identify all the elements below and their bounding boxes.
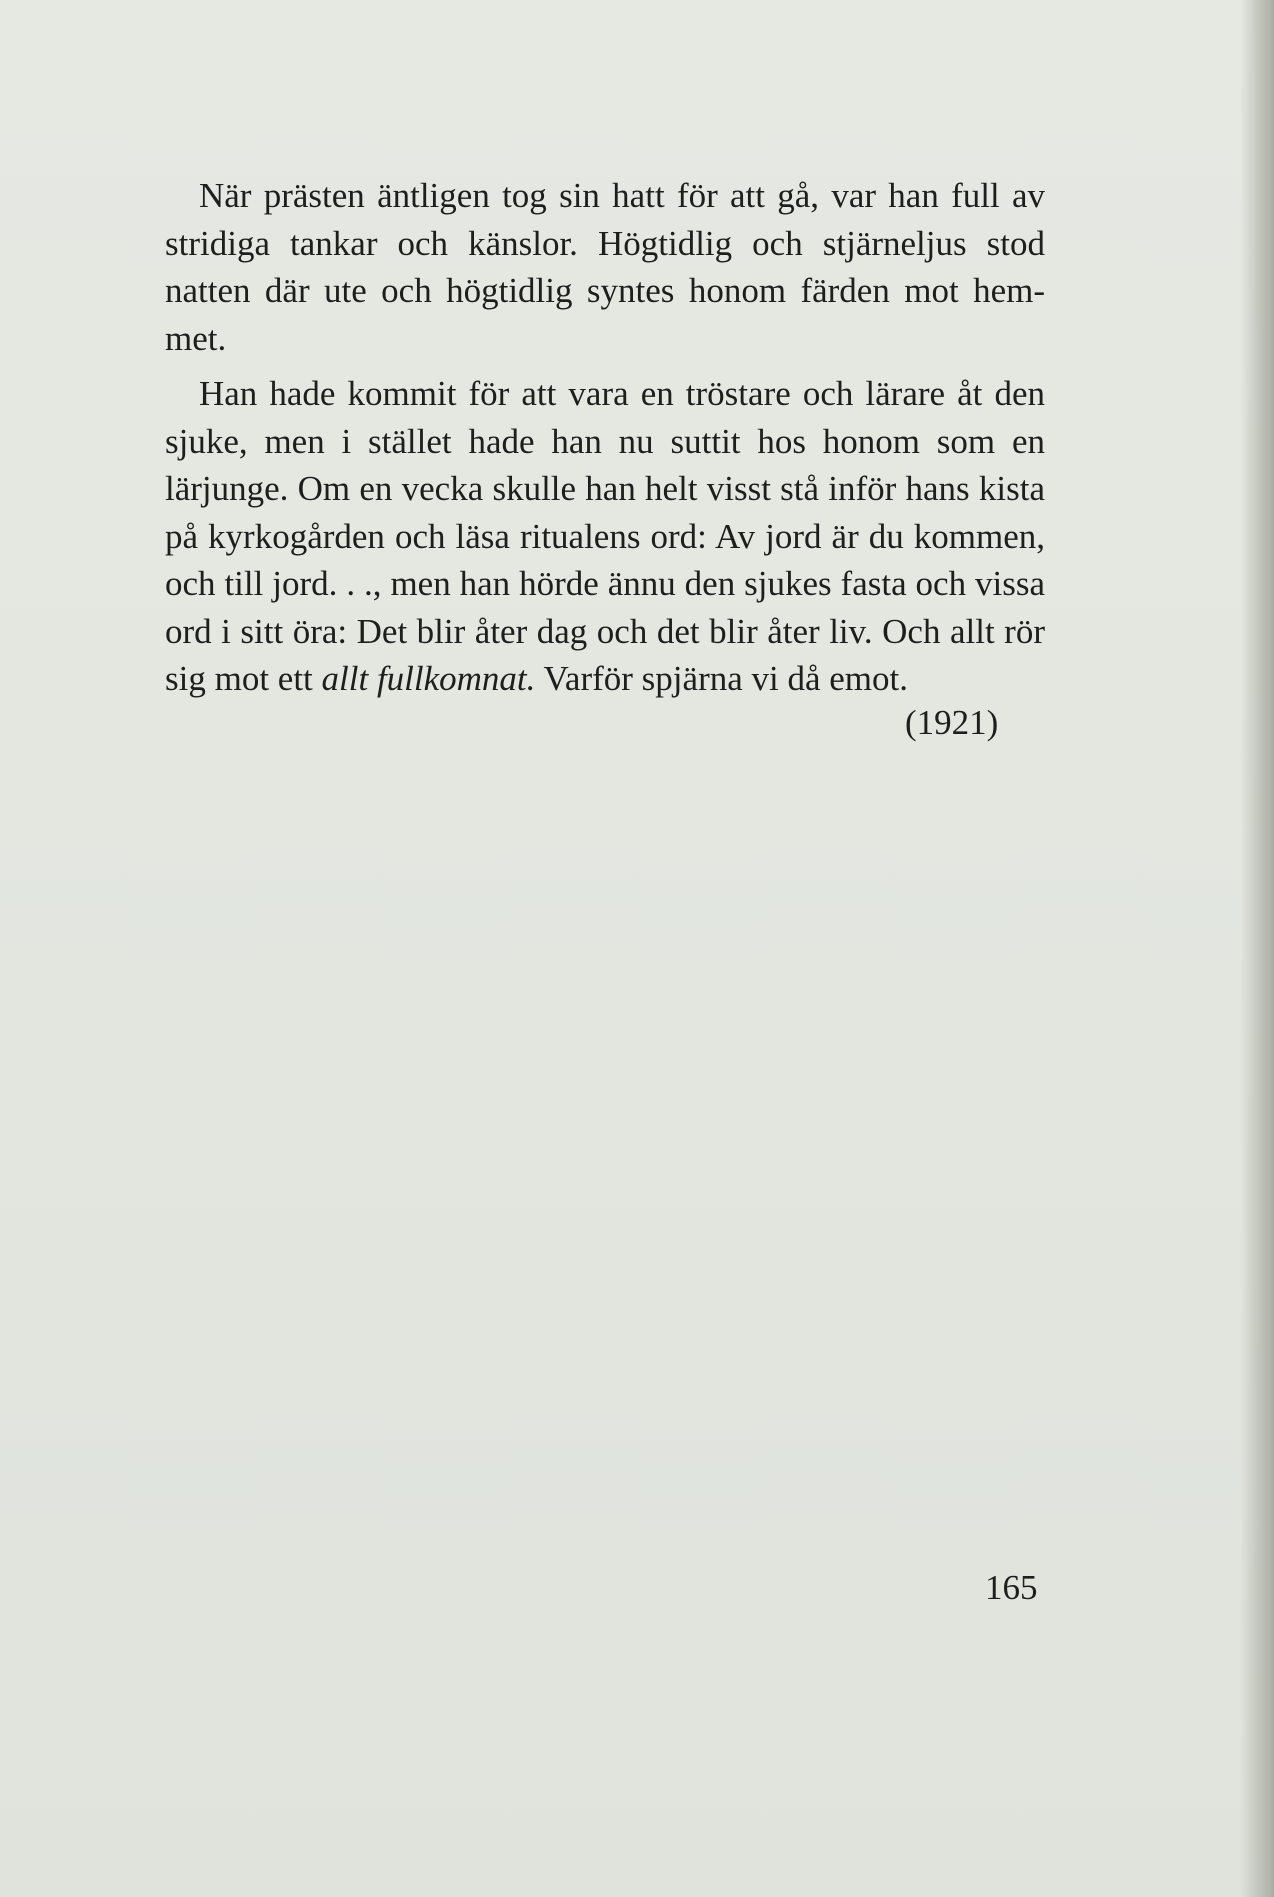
body-text xyxy=(165,172,1045,703)
paragraph-1-text: När prästen äntligen tog sin hatt för att gå, var han full av stridiga tankar och känslor. Högtidlig och stjärneljus stod natten där ute och högtidlig syntes honom färden mot hem-met. xyxy=(165,176,1045,358)
page-number: 165 xyxy=(985,1568,1038,1607)
publication-year: (1921) xyxy=(905,703,999,742)
paragraph-2-text-end: Varför spjärna vi då emot. xyxy=(535,659,908,698)
paragraph-2 xyxy=(165,370,1045,703)
paragraph-2-text-start: Han hade kommit för att vara en tröstare och lärare åt den sjuke, men i stället hade han nu suttit hos honom som en lärjunge. Om en vecka skulle han helt visst stå inför hans kista på kyrkogården och läsa ritualens ord: Av jord är du kommen, och till jord. . ., men han hörde ännu den sjukes fasta och vissa ord i sitt öra: Det blir åter dag och det blir åter liv. Och allt rör sig mot ett xyxy=(165,374,1045,698)
paragraph-1 xyxy=(165,172,1045,362)
paragraph-2-emphasis: allt fullkomnat. xyxy=(321,659,536,698)
page-edge-shadow xyxy=(1240,0,1274,1897)
